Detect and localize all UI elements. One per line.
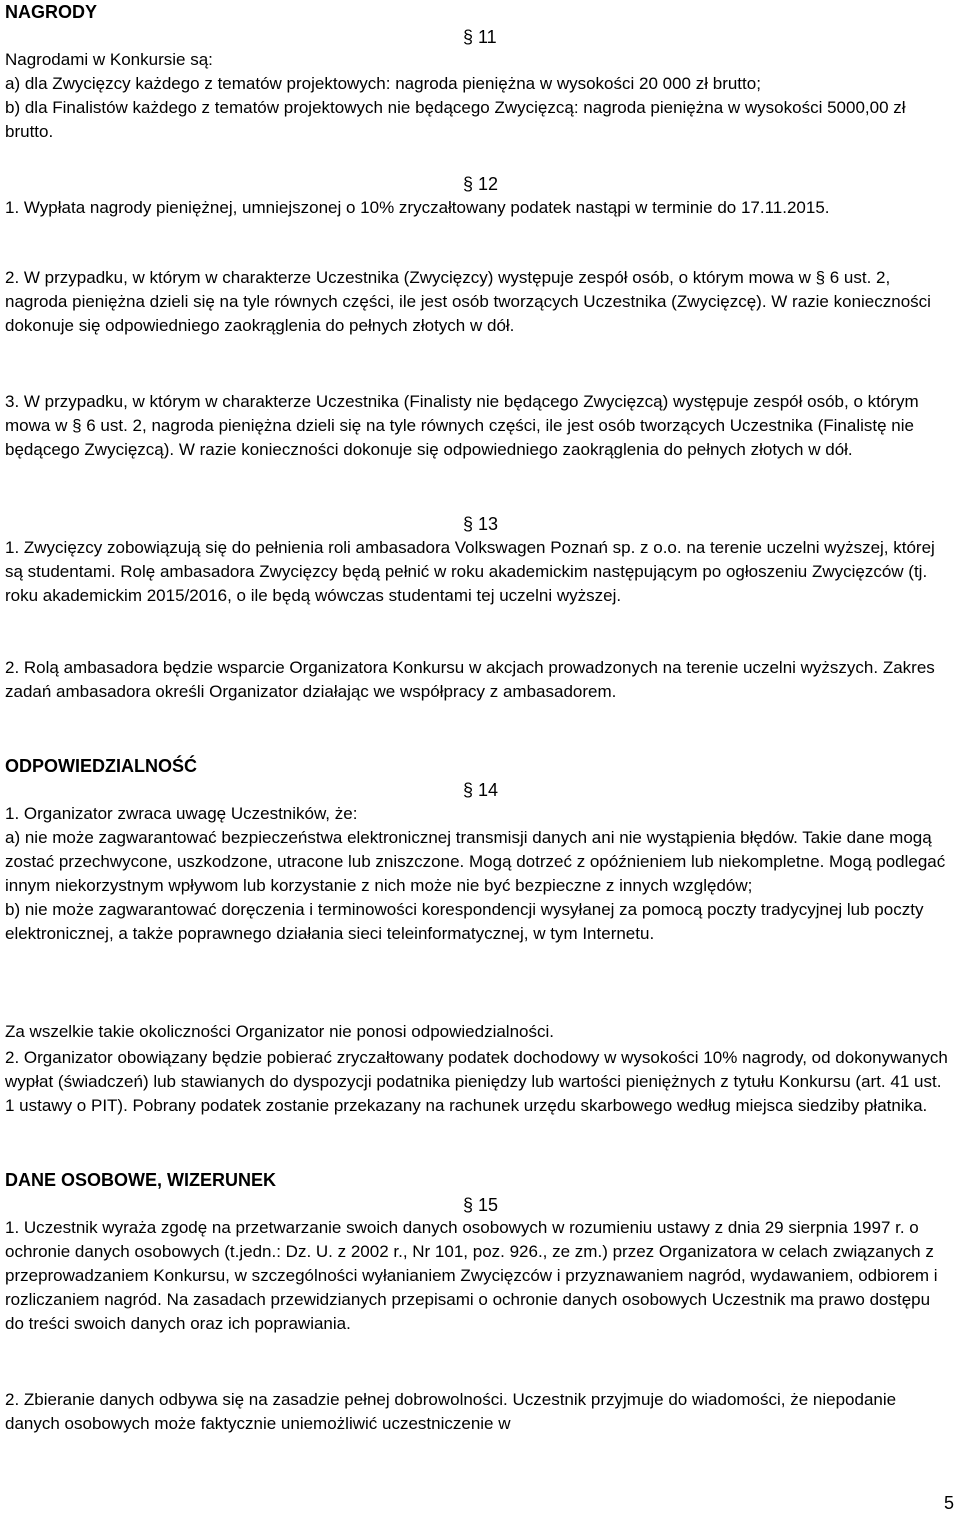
paragraph-11-line: a) dla Zwycięzcy każdego z tematów projektowych: nagroda pieniężna w wysokości 20 000 zł brutto; (5, 74, 761, 93)
paragraph-14-point-2: 2. Organizator obowiązany będzie pobierać zryczałtowany podatek dochodowy w wysokości 10% nagrody, od dokonywanych wypłat (świadczeń) lub stawianych do dyspozycji podatnika pieniędzy lub wartości pieniężnych z tytułu Konkursu (art. 41 ust. 1 ustawy o PIT). Pobrany podatek zostanie przekazany na rachunek urzędu skarbowego według miejsca siedziby płatnika. (5, 1048, 948, 1115)
paragraph-13-point-1: 1. Zwycięzcy zobowiązują się do pełnienia roli ambasadora Volkswagen Poznań sp. z o.o. na terenie uczelni wyższej, której są studentami. Rolę ambasadora Zwycięzcy będą pełnić w roku akademickim następującym po ogłoszeniu Zwycięzców (tj. roku akademickim 2015/2016, o ile będą wówczas studentami tej uczelni wyższej. (5, 538, 935, 605)
paragraph-11-line: Nagrodami w Konkursie są: (5, 50, 213, 69)
paragraph-14-point-1: 1. Organizator zwraca uwagę Uczestników, że: a) nie może zagwarantować bezpieczeństwa elektronicznej transmisji danych ani nie wystąpienia błędów. Takie dane mogą zostać przechwycone, uszkodzone, utracone lub zniszczone. Mogą dotrzeć z opóźnieniem lub niekompletne. Mogą podlegać innym niekorzystnym wpływom lub korzystanie z nich może nie być bezpieczne z innych względów; b) nie może zagwarantować doręczenia i terminowości korespondencji wysyłanej za pomocą poczty tradycyjnej lub poczty elektronicznej, a także poprawnego działania sieci teleinformatycznej, w tym Internetu. (5, 804, 946, 943)
paragraph-15-point-1: 1. Uczestnik wyraża zgodę na przetwarzanie swoich danych osobowych w rozumieniu ustawy z dnia 29 sierpnia 1997 r. o ochronie danych osobowych (t.jedn.: Dz. U. z 2002 r., Nr 101, poz. 926., ze zm.) przez Organizatora w celach związanych z przeprowadzaniem Konkursu, w szczególności wyłanianiem Zwycięzców i przyznawaniem nagród, wydawaniem, odbiorem i rozliczaniem nagród. Na zasadach przewidzianych przepisami o ochronie danych osobowych Uczestnik ma prawo dostępu do treści swoich danych oraz ich poprawiania. (5, 1218, 938, 1333)
paragraph-number-13: § 13 (463, 514, 499, 534)
paragraph-12-point-1: 1. Wypłata nagrody pieniężnej, umniejszonej o 10% zryczałtowany podatek nastąpi w terminie do 17.11.2015. (5, 198, 830, 217)
section-heading-odpowiedzialnosc: ODPOWIEDZIALNOŚĆ (5, 756, 197, 776)
paragraph-number-15: § 15 (463, 1195, 499, 1215)
paragraph-11-line: b) dla Finalistów każdego z tematów projektowych nie będącego Zwycięzcą: nagroda pieniężna w wysokości 5000,00 zł brutto. (5, 98, 906, 141)
paragraph-13-point-2: 2. Rolą ambasadora będzie wsparcie Organizatora Konkursu w akcjach prowadzonych na terenie uczelni wyższych. Zakres zadań ambasadora określi Organizator działając we współpracy z ambasadorem. (5, 658, 935, 701)
paragraph-number-12: § 12 (463, 174, 499, 194)
paragraph-14-closing: Za wszelkie takie okoliczności Organizator nie ponosi odpowiedzialności. (5, 1022, 554, 1041)
page-number: 5 (943, 1493, 954, 1513)
paragraph-15-point-2: 2. Zbieranie danych odbywa się na zasadzie pełnej dobrowolności. Uczestnik przyjmuje do wiadomości, że niepodanie danych osobowych może faktycznie uniemożliwić uczestniczenie w (5, 1390, 897, 1433)
paragraph-12-point-2: 2. W przypadku, w którym w charakterze Uczestnika (Zwycięzcy) występuje zespół osób, o którym mowa w § 6 ust. 2, nagroda pieniężna dzieli się na tyle równych części, ile jest osób tworzących Uczestnika (Zwycięzcę). W razie konieczności dokonuje się odpowiedniego zaokrąglenia do pełnych złotych w dół. (5, 268, 931, 335)
paragraph-12-point-3: 3. W przypadku, w którym w charakterze Uczestnika (Finalisty nie będącego Zwycięzcą) występuje zespół osób, o którym mowa w § 6 ust. 2, nagroda pieniężna dzieli się na tyle równych części, ile jest osób tworzących Uczestnika (Finalistę nie będącego Zwycięzcą). W razie konieczności dokonuje się odpowiedniego zaokrąglenia do pełnych złotych w dół. (5, 392, 919, 459)
paragraph-number-14: § 14 (463, 780, 499, 800)
paragraph-number-11: § 11 (463, 27, 497, 47)
section-heading-nagrody: NAGRODY (5, 2, 98, 22)
paragraph-11-body (5, 48, 950, 144)
section-heading-dane-osobowe: DANE OSOBOWE, WIZERUNEK (5, 1170, 277, 1190)
